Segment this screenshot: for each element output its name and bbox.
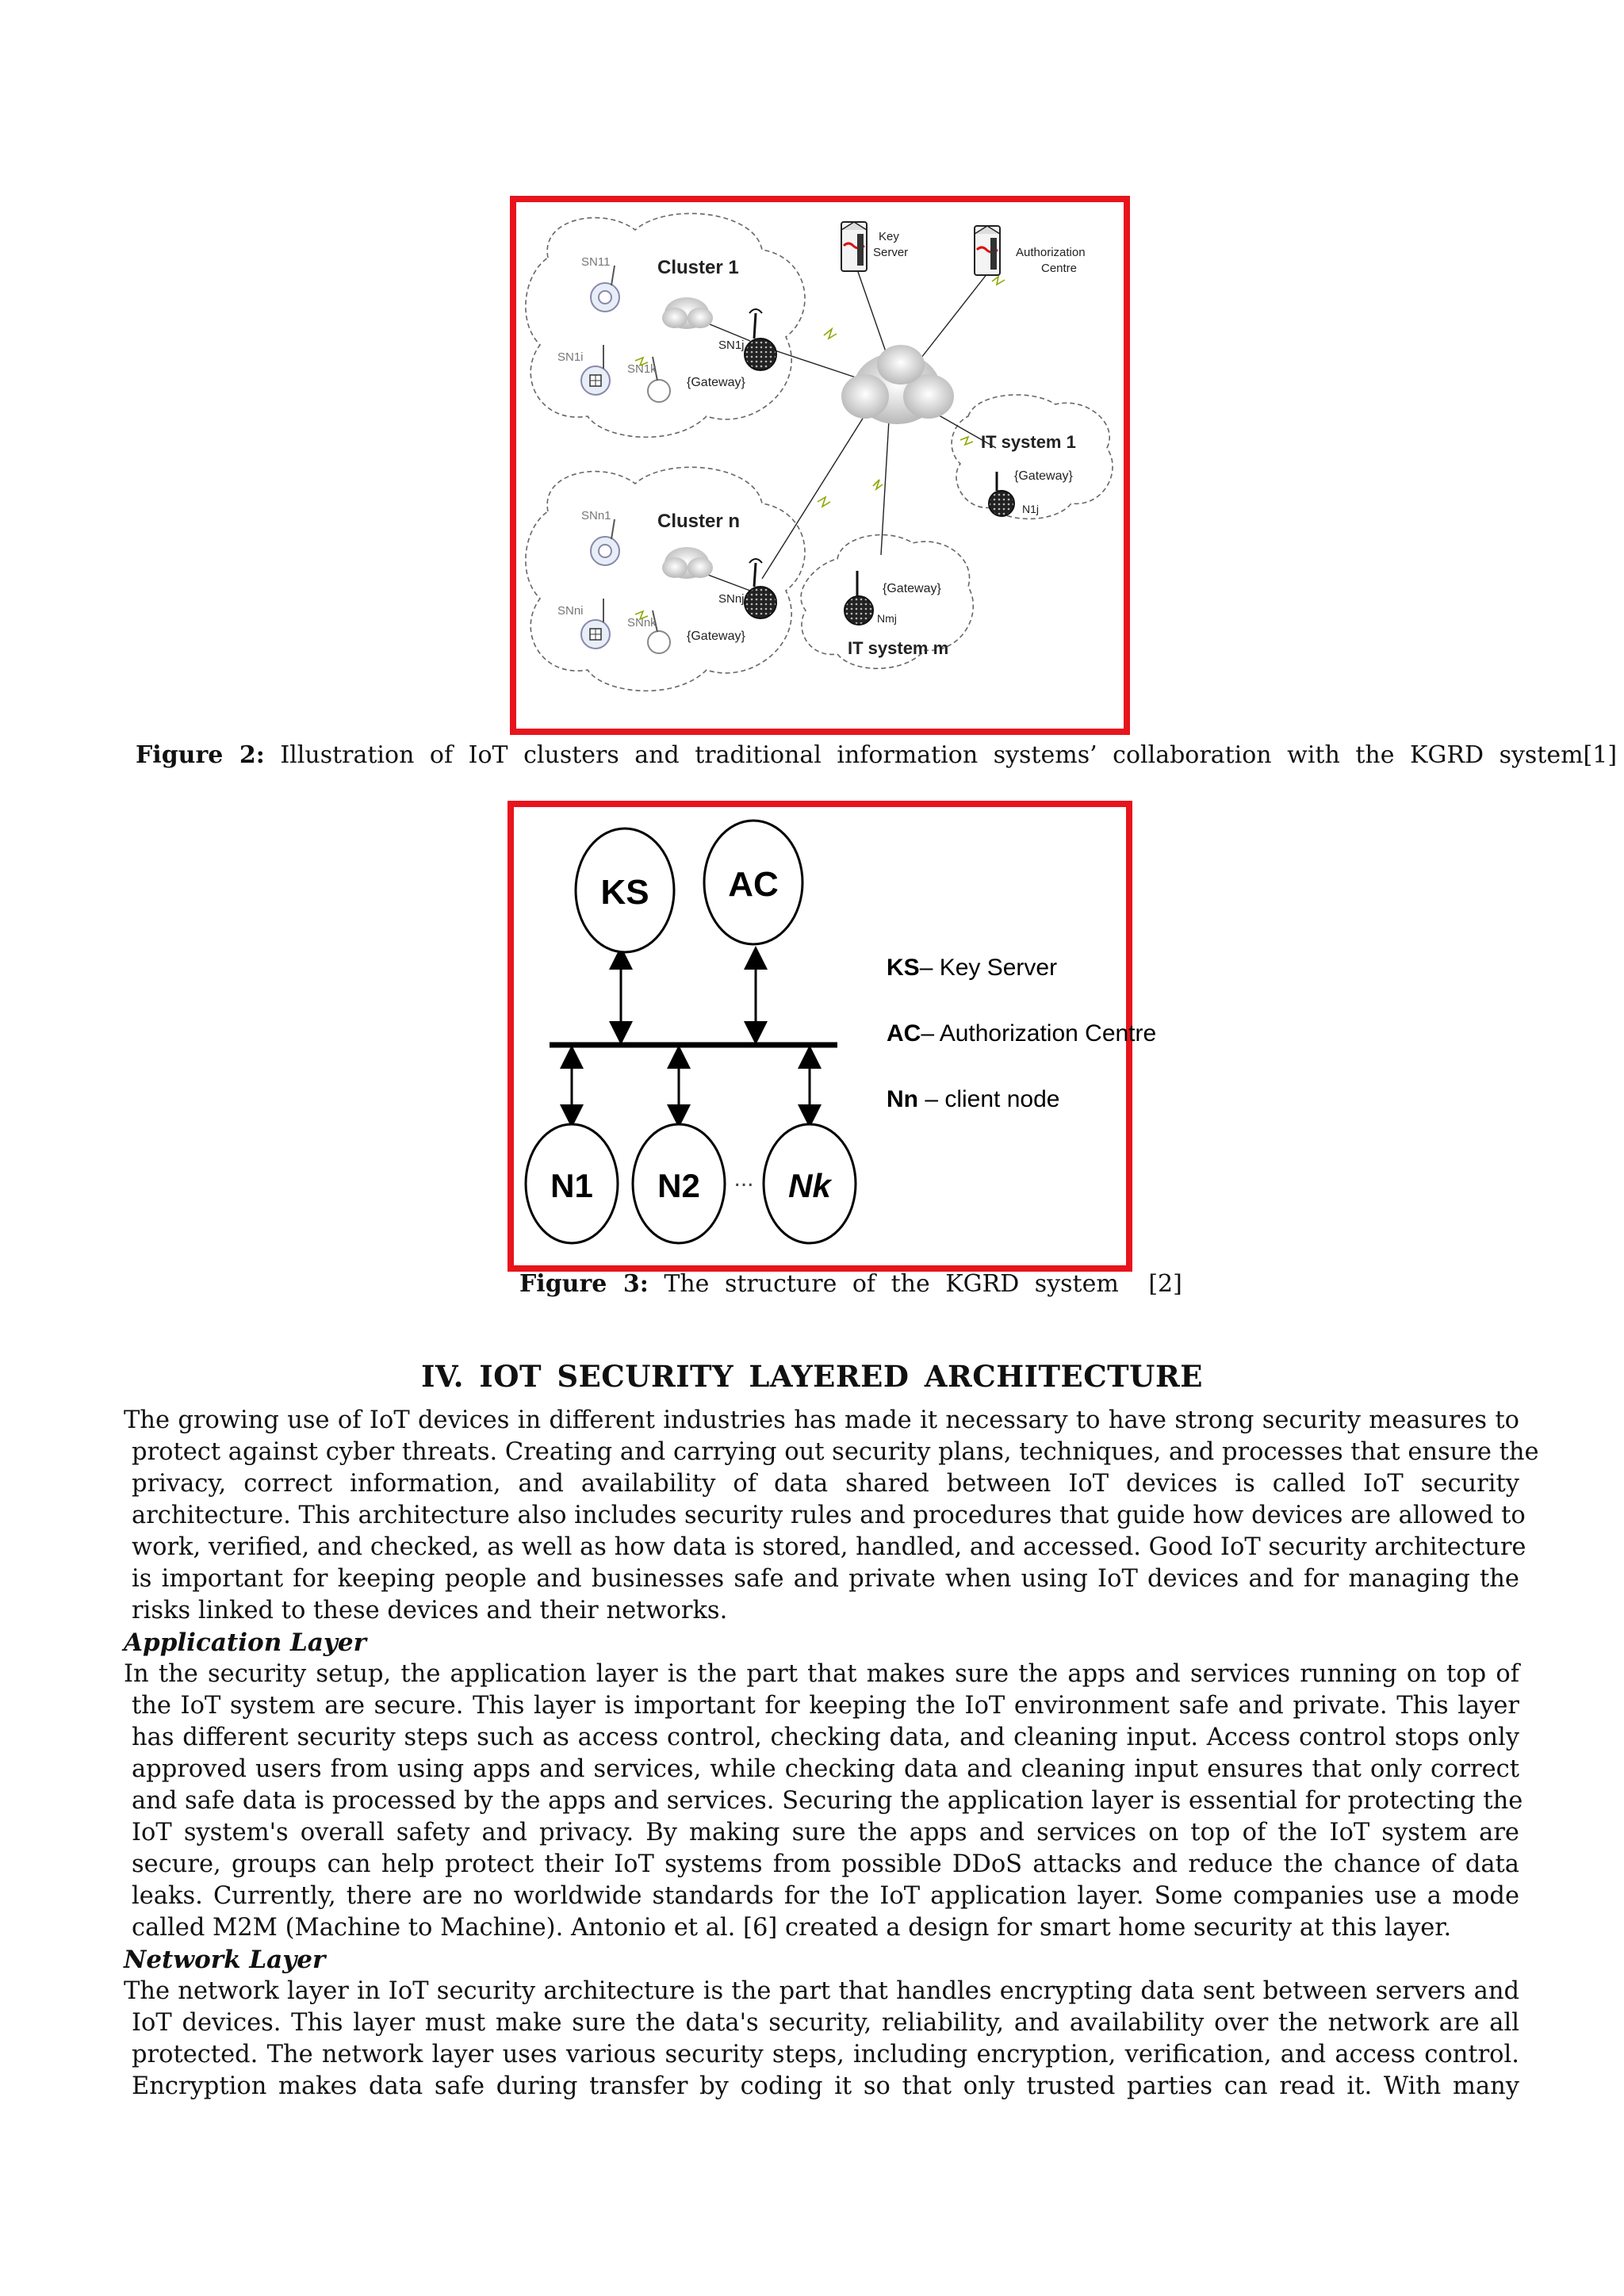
n1-node-label: N1	[550, 1167, 593, 1204]
application-line: has different security steps such as access control, checking data, and cleaning input. Access control stops only	[132, 1724, 1519, 1751]
figure-3-legend	[887, 955, 1156, 1112]
legend-desc-nn: – client node	[918, 1086, 1060, 1112]
cluster-1-label: Cluster 1	[657, 257, 739, 278]
gateway-sn1j-icon	[745, 309, 776, 370]
sensor-node-sn11-icon	[591, 266, 619, 312]
cluster-1-gateway-label: {Gateway}	[687, 376, 745, 389]
legend-abbr-ks: KS	[887, 955, 920, 981]
intro-paragraph	[124, 1405, 1539, 1627]
snni-label: SNni	[557, 604, 584, 618]
sensor-node-sn1i-icon	[581, 345, 610, 395]
figure-3-kgrd-structure-diagram	[508, 801, 1157, 1272]
snn1-label: SNn1	[581, 509, 611, 522]
network-line: The network layer in IoT security architecture is the part that handles encrypting data sent between servers and	[124, 1977, 1519, 2005]
intro-line: is important for keeping people and businesses safe and private when using IoT devices and for managing the	[132, 1565, 1519, 1593]
it-system-1-gateway-icon	[989, 472, 1014, 516]
legend-abbr-nn: Nn	[887, 1086, 918, 1112]
ks-node-label: KS	[600, 873, 649, 912]
figure-3-svg	[514, 807, 1157, 1265]
n1j-label: N1j	[1022, 503, 1040, 515]
intro-line: privacy, correct information, and availability of data shared between IoT devices is called IoT security	[132, 1470, 1519, 1498]
figure-3-caption	[519, 1269, 1182, 1300]
figure-2-caption-text: Illustration of IoT clusters and traditional information systems’ collaboration with the KGRD system[1]	[280, 741, 1618, 769]
snnk-label: SNnk	[627, 616, 657, 629]
gateway-snnj-icon	[745, 559, 776, 618]
intro-line: work, verified, and checked, as well as how data is stored, handled, and accessed. Good IoT security architecture	[132, 1533, 1526, 1561]
application-line: and safe data is processed by the apps and services. Securing the application layer is essential for protecting the	[132, 1787, 1523, 1815]
sn1i-label: SN1i	[557, 350, 584, 364]
authorization-centre-label-1: Authorization	[1016, 246, 1086, 259]
cluster-1-cloud-icon	[662, 297, 713, 329]
network-line: Encryption makes data safe during transfer by coding it so that only trusted parties can read it. With many	[132, 2072, 1519, 2100]
intro-line: risks linked to these devices and their networks.	[132, 1597, 728, 1624]
nmj-label: Nmj	[877, 612, 897, 625]
legend-abbr-ac: AC	[887, 1020, 921, 1047]
legend-item-ac	[887, 1020, 1156, 1047]
network-line: protected. The network layer uses various security steps, including encryption, verification, and access control.	[132, 2041, 1519, 2068]
authorization-centre-label-2: Centre	[1041, 262, 1078, 275]
section-heading: IV. IOT SECURITY LAYERED ARCHITECTURE	[421, 1359, 1203, 1394]
sn1k-label: SN1k	[627, 362, 657, 376]
internet-cloud-icon	[841, 345, 954, 424]
figure-2-caption	[136, 740, 1617, 771]
legend-desc-ac: – Authorization Centre	[921, 1020, 1157, 1047]
node-ellipsis: ...	[733, 1165, 754, 1192]
legend-item-ks	[887, 955, 1057, 981]
figure-3-caption-label: Figure 3:	[519, 1270, 649, 1298]
n2-node	[633, 1124, 725, 1243]
it-system-m-gateway-label: {Gateway}	[883, 582, 941, 595]
application-layer-paragraph	[124, 1659, 1523, 1944]
sn11-label: SN11	[581, 255, 611, 269]
figure-2-iot-clusters-diagram	[510, 196, 1130, 735]
legend-item-nn	[887, 1086, 1059, 1112]
cluster-1-boundary	[526, 213, 805, 437]
figure-2-caption-label: Figure 2:	[136, 741, 265, 769]
nk-node	[764, 1124, 856, 1243]
application-line: called M2M (Machine to Machine). Antonio et al. [6] created a design for smart home security at this layer.	[132, 1914, 1452, 1942]
sensor-node-snn1-icon	[591, 519, 619, 565]
application-line: In the security setup, the application layer is the part that makes sure the apps and services running on top of	[124, 1660, 1519, 1688]
network-layer-paragraph	[124, 1976, 1519, 2103]
nk-node-label: Nk	[788, 1167, 831, 1204]
sn1j-label: SN1j	[718, 339, 745, 352]
key-server-label-2: Server	[873, 246, 909, 259]
cluster-n-boundary	[526, 467, 805, 691]
it-system-1-gateway-label: {Gateway}	[1014, 469, 1073, 483]
cluster-n-cloud-icon	[662, 547, 713, 579]
ac-node-label: AC	[728, 865, 779, 904]
figure-3-caption-text: The structure of the KGRD system	[664, 1270, 1119, 1298]
key-server-icon	[841, 222, 867, 271]
application-line: IoT system's overall safety and privacy. By making sure the apps and services on top of the IoT system are	[132, 1819, 1519, 1846]
snnj-label: SNnj	[718, 592, 745, 606]
it-system-1-label: IT system 1	[981, 432, 1076, 452]
ac-node	[704, 821, 802, 944]
it-system-1-boundary	[952, 395, 1113, 519]
intro-line: protect against cyber threats. Creating and carrying out security plans, techniques, and processes that ensure the	[132, 1438, 1539, 1466]
application-line: the IoT system are secure. This layer is important for keeping the IoT environment safe and private. This layer	[132, 1692, 1519, 1720]
figure-2-svg	[516, 202, 1124, 729]
application-line: secure, groups can help protect their IoT systems from possible DDoS attacks and reduce the chance of data	[132, 1850, 1519, 1878]
network-line: IoT devices. This layer must make sure the data's security, reliability, and availability over the network are all	[132, 2009, 1519, 2037]
intro-line: The growing use of IoT devices in different industries has made it necessary to have strong security measures to	[124, 1406, 1519, 1434]
application-line: approved users from using apps and services, while checking data and cleaning input ensures that only correct	[132, 1755, 1519, 1783]
it-system-m-label: IT system m	[848, 638, 949, 658]
network-layer-heading: Network Layer	[124, 1946, 326, 1974]
cluster-n-gateway-label: {Gateway}	[687, 629, 745, 643]
it-system-m-gateway-icon	[845, 571, 873, 625]
ks-node	[576, 828, 674, 952]
intro-line: architecture. This architecture also includes security rules and procedures that guide how devices are allowed to	[132, 1502, 1526, 1529]
cluster-n-label: Cluster n	[657, 511, 741, 532]
figure-3-caption-ref: [2]	[1148, 1270, 1182, 1298]
application-layer-heading: Application Layer	[124, 1628, 366, 1657]
n2-node-label: N2	[657, 1167, 700, 1204]
authorization-centre-server-icon	[975, 226, 1000, 275]
key-server-label-1: Key	[879, 230, 899, 243]
n1-node	[526, 1124, 618, 1243]
application-line: leaks. Currently, there are no worldwide standards for the IoT application layer. Some companies use a mode	[132, 1882, 1519, 1910]
legend-desc-ks: – Key Server	[919, 955, 1058, 981]
sensor-node-snni-icon	[581, 599, 610, 649]
